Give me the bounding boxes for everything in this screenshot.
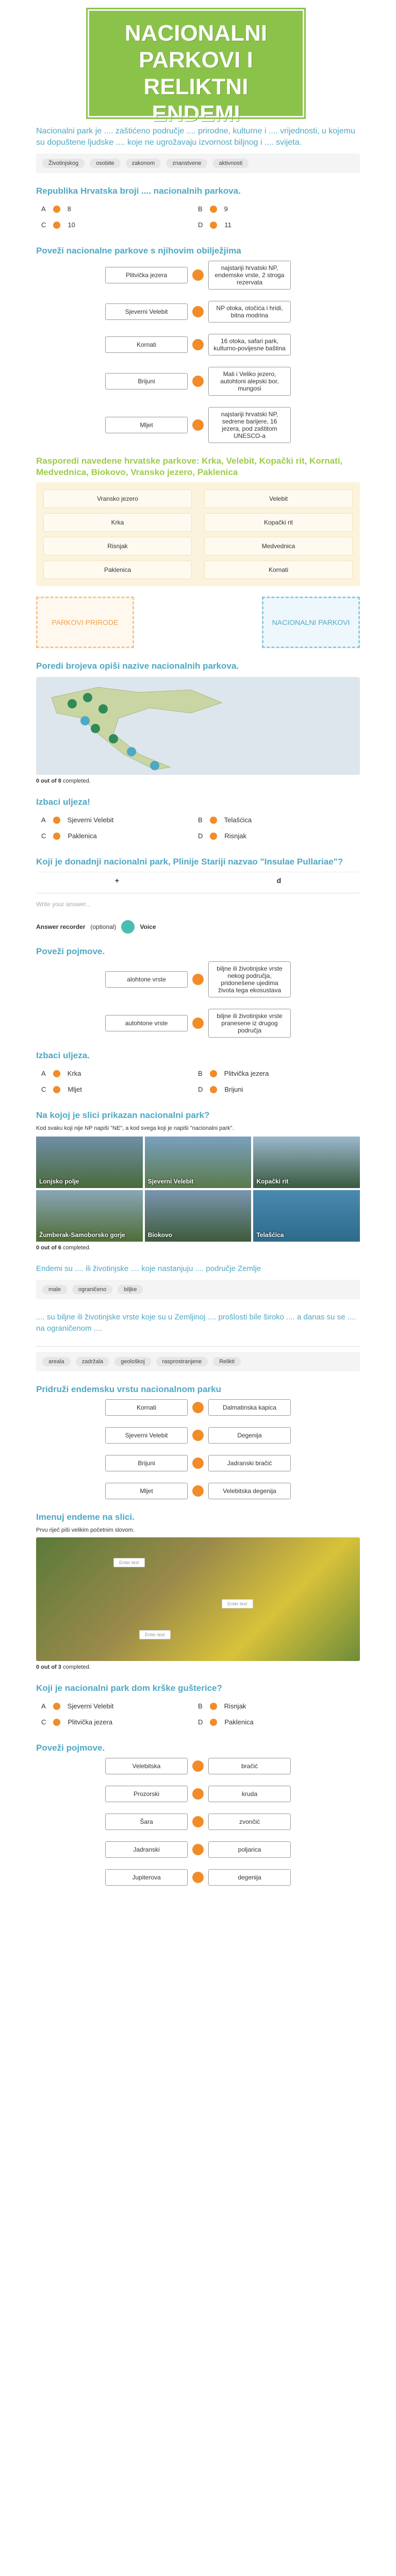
answer-option[interactable] <box>198 1086 355 1093</box>
question-title: Poredi brojeva opiši nazive nacionalnih parkova. <box>36 661 239 671</box>
map-marker[interactable] <box>98 704 108 714</box>
option-value: Plitvička jezera <box>224 1070 269 1077</box>
record-button[interactable] <box>121 920 135 934</box>
match-right[interactable]: bračić <box>208 1758 291 1774</box>
title-line: ENDEMI <box>152 101 240 126</box>
recorder-label: Answer recorder <box>36 923 86 930</box>
region-question <box>36 856 360 934</box>
connector-dot[interactable] <box>192 376 204 387</box>
progress-note <box>36 1245 360 1251</box>
option-letter: C <box>41 1086 46 1093</box>
word-chip[interactable]: zadržala <box>76 1357 110 1366</box>
match-grid <box>36 1758 360 1886</box>
option-letter: C <box>41 832 46 840</box>
connector-dot[interactable] <box>192 339 204 350</box>
word-bank <box>36 1352 360 1371</box>
word-chip[interactable]: male <box>42 1285 67 1294</box>
option-value: Risnjak <box>224 832 247 840</box>
map-graphic <box>36 677 360 775</box>
answer-option[interactable] <box>41 1070 198 1077</box>
word-chip[interactable]: biljke <box>118 1285 143 1294</box>
match-right[interactable]: najstariji hrvatski NP, sedrene barijere, 16 jezera, pod zaštitom UNESCO-a <box>208 407 291 443</box>
answer-options <box>36 1698 360 1730</box>
sort-item[interactable]: Paklenica <box>43 561 192 579</box>
answer-options <box>36 1065 360 1097</box>
word-bank <box>36 1280 360 1299</box>
word-chip[interactable]: Relikti <box>213 1357 241 1366</box>
answer-option[interactable] <box>41 1718 198 1726</box>
photo-grid <box>36 1137 360 1242</box>
match-left[interactable]: alohtone vrste <box>105 971 188 988</box>
option-value: 10 <box>68 221 75 229</box>
image-label-question <box>36 1512 360 1670</box>
answer-options <box>36 201 360 233</box>
radio-dot[interactable] <box>53 833 60 840</box>
sort-buckets <box>36 597 360 648</box>
option-value: Sjeverni Velebit <box>67 816 114 824</box>
match-left[interactable]: Jadranski <box>105 1841 188 1858</box>
connector-dot[interactable] <box>192 1485 204 1497</box>
match-right[interactable]: Jadranski bračić <box>208 1455 291 1471</box>
pair-symbol: d <box>276 876 282 885</box>
progress-count: 0 out of 6 <box>36 1245 61 1251</box>
title-line: RELIKTNI <box>143 74 249 99</box>
count-question <box>36 185 360 233</box>
answer-recorder <box>36 920 360 934</box>
option-letter: B <box>198 1070 203 1077</box>
option-value: Brijuni <box>224 1086 243 1093</box>
radio-dot[interactable] <box>53 817 60 824</box>
pair-symbol: + <box>114 876 119 885</box>
radio-dot[interactable] <box>53 1086 60 1093</box>
word-bank <box>36 154 360 173</box>
connector-dot[interactable] <box>192 1458 204 1469</box>
answer-option[interactable] <box>198 832 355 840</box>
option-value: Plitvička jezera <box>68 1718 113 1726</box>
answer-option[interactable] <box>41 205 198 213</box>
connector-dot[interactable] <box>192 269 204 281</box>
question-title: Imenuj endeme na slici. <box>36 1512 135 1522</box>
radio-dot[interactable] <box>210 1086 217 1093</box>
connector-dot[interactable] <box>192 1788 204 1800</box>
np-question <box>36 1683 360 1730</box>
match-right[interactable]: poljarica <box>208 1841 291 1858</box>
option-letter: B <box>198 1702 203 1710</box>
photo-label: Biokovo <box>147 1231 172 1239</box>
map-marker[interactable] <box>127 747 136 756</box>
radio-dot[interactable] <box>210 833 217 840</box>
option-value: Paklenica <box>68 832 97 840</box>
recorder-optional: (optional) <box>90 923 117 930</box>
photo-label: Žumberak-Samoborsko gorje <box>39 1231 125 1239</box>
map-question <box>36 660 360 784</box>
map-marker[interactable] <box>91 724 100 733</box>
match-left[interactable]: Mljet <box>105 417 188 433</box>
photo-tile[interactable] <box>36 1190 143 1242</box>
match-right[interactable]: zvončić <box>208 1814 291 1830</box>
bucket-national-parks[interactable]: NACIONALNI PARKOVI <box>262 597 360 648</box>
croatia-map <box>36 677 360 775</box>
match-right[interactable]: najstariji hrvatski NP, endemske vrste, 2 stroga rezervata <box>208 261 291 290</box>
match-grid <box>36 1399 360 1499</box>
text-entry-tag[interactable]: Enter text <box>222 1599 253 1608</box>
connector-dot[interactable] <box>192 1816 204 1827</box>
radio-dot[interactable] <box>210 1070 217 1077</box>
map-marker[interactable] <box>80 716 90 725</box>
odd-one-question <box>36 796 360 844</box>
option-letter: D <box>198 1718 203 1726</box>
answer-option[interactable] <box>198 1070 355 1077</box>
option-value: 9 <box>224 205 228 213</box>
progress-suffix: completed. <box>62 1245 91 1251</box>
connector-dot[interactable] <box>192 306 204 317</box>
radio-dot[interactable] <box>53 1703 60 1710</box>
option-value: Telašćica <box>224 816 252 824</box>
match-right[interactable]: degenija <box>208 1869 291 1886</box>
radio-dot[interactable] <box>210 222 217 229</box>
match-right[interactable]: biljne ili životinjske vrste nekog područja, pridonešene ujedima života tega ekosustava <box>208 961 291 997</box>
sort-item[interactable]: Risnjak <box>43 537 192 555</box>
radio-dot[interactable] <box>53 1719 60 1726</box>
map-marker[interactable] <box>150 761 159 770</box>
option-letter: A <box>41 1702 46 1710</box>
question-title: Poveži pojmove. <box>36 1743 105 1753</box>
photo-tile[interactable] <box>145 1190 252 1242</box>
option-letter: D <box>198 221 203 229</box>
answer-options <box>36 812 360 844</box>
text-entry-tag[interactable]: Enter text <box>113 1558 145 1567</box>
option-letter: A <box>41 1070 46 1077</box>
sort-question <box>36 455 360 648</box>
answer-option[interactable] <box>198 1702 355 1710</box>
match-right[interactable]: Dalmatinska kapica <box>208 1399 291 1416</box>
map-marker[interactable] <box>109 734 118 743</box>
match-left[interactable]: Prozorski <box>105 1786 188 1802</box>
match-right[interactable]: kruda <box>208 1786 291 1802</box>
option-value: Sjeverni Velebit <box>67 1702 114 1710</box>
title-line: PARKOVI I <box>139 47 253 73</box>
map-marker[interactable] <box>83 693 92 702</box>
question-title: Pridruži endemsku vrstu nacionalnom parku <box>36 1384 221 1394</box>
photo-label: Telašćica <box>256 1231 284 1239</box>
word-chip[interactable]: aktivnosti <box>212 159 249 168</box>
match-left[interactable]: Jupiterova <box>105 1869 188 1886</box>
radio-dot[interactable] <box>210 1719 217 1726</box>
match-right[interactable]: biljne ili životinjske vrste pranesene iz drugog područja <box>208 1009 291 1038</box>
photo-label: Kopački rit <box>256 1178 289 1185</box>
map-marker[interactable] <box>68 699 77 708</box>
photo-tile[interactable] <box>253 1137 360 1188</box>
match-grid <box>36 261 360 443</box>
sort-item[interactable]: Vransko jezero <box>43 489 192 508</box>
match-right[interactable]: 16 otoka, safari park, kulturno-povijesne baština <box>208 334 291 355</box>
radio-dot[interactable] <box>53 222 60 229</box>
worksheet <box>0 126 396 1886</box>
question-title: Koji je donadnji nacionalni park, Plinije Stariji nazvao "Insulae Pullariae"? <box>36 857 343 867</box>
question-title: Rasporedi navedene hrvatske parkove: Krka, Velebit, Kopački rit, Kornati, Medvednica, Biokovo, Vransko jezero, Paklenica <box>36 456 343 477</box>
question-title: .... su biljne ili životinjske vrste koje su u Zemljinoj .... prošlosti bile široko .... a danas su se .... na ograničenom .... <box>36 1313 356 1333</box>
radio-dot[interactable] <box>53 1070 60 1077</box>
answer-option[interactable] <box>198 816 355 824</box>
match-left[interactable]: Plitvička jezera <box>105 267 188 283</box>
question-hint: Kod svaku koji nije NP napiši "NE", a kod svega koji je napiši "nacionalni park". <box>36 1125 234 1131</box>
match-left[interactable]: Velebitska <box>105 1758 188 1774</box>
word-chip[interactable]: osobite <box>90 159 120 168</box>
option-value: 11 <box>224 221 232 229</box>
photo-tile[interactable] <box>253 1190 360 1242</box>
word-chip[interactable]: geološkoj <box>114 1357 151 1366</box>
question-title: Republika Hrvatska broji .... nacionalnih parkova. <box>36 186 241 196</box>
radio-dot[interactable] <box>53 206 60 213</box>
connector-dot[interactable] <box>192 419 204 431</box>
progress-note <box>36 778 360 784</box>
match-left[interactable]: Brijuni <box>105 1455 188 1471</box>
progress-note <box>36 1664 360 1670</box>
word-chip[interactable]: ograničeno <box>72 1285 112 1294</box>
word-chip[interactable]: rasprostranjene <box>156 1357 208 1366</box>
header-band <box>0 0 396 126</box>
photo-tile[interactable] <box>145 1137 252 1188</box>
answer-option[interactable] <box>198 221 355 229</box>
match-right[interactable]: Degenija <box>208 1427 291 1444</box>
option-value: Mljet <box>68 1086 82 1093</box>
connector-dot[interactable] <box>192 1402 204 1413</box>
option-value: Risnjak <box>224 1702 246 1710</box>
endem-image <box>36 1537 360 1661</box>
question-title: Koji je nacionalni park dom krške gušterice? <box>36 1683 222 1693</box>
radio-dot[interactable] <box>210 817 217 824</box>
connector-dot[interactable] <box>192 1430 204 1441</box>
match-right[interactable]: Velebitska degenija <box>208 1483 291 1499</box>
photo-question <box>36 1110 360 1251</box>
sort-items <box>36 482 360 586</box>
connector-dot[interactable] <box>192 1018 204 1029</box>
radio-dot[interactable] <box>210 206 217 213</box>
terms-question <box>36 946 360 1038</box>
park-match-question <box>36 245 360 443</box>
endem-match-question <box>36 1384 360 1499</box>
final-match-question <box>36 1742 360 1886</box>
pair-header <box>36 872 360 889</box>
word-chip[interactable]: zakonom <box>126 159 161 168</box>
intro-section <box>36 126 360 173</box>
connector-dot[interactable] <box>192 974 204 985</box>
option-value: 8 <box>67 205 71 213</box>
answer-option[interactable] <box>41 221 198 229</box>
progress-count: 0 out of 3 <box>36 1664 61 1670</box>
sort-item[interactable]: Kornati <box>204 561 353 579</box>
match-grid <box>36 961 360 1038</box>
title-line: NACIONALNI <box>124 21 268 46</box>
question-title: Izbaci uljeza. <box>36 1050 90 1060</box>
answer-option[interactable] <box>198 1718 355 1726</box>
progress-suffix: completed. <box>62 1664 91 1670</box>
progress-count: 0 out of 8 <box>36 778 61 784</box>
progress-suffix: completed. <box>62 778 91 784</box>
answer-option[interactable] <box>41 816 198 824</box>
sort-item[interactable]: Velebit <box>204 489 353 508</box>
photo-tile[interactable] <box>36 1137 143 1188</box>
word-chip[interactable]: znanstvene <box>166 159 207 168</box>
intro-text: Nacionalni park je .... zaštićeno područje .... prirodne, kulturne i .... vrijednosti, u kojemu su dopuštene ljudske .... koje ne ugrožavaju izvornost biljnog i .... svijeta. <box>36 127 355 147</box>
answer-line[interactable] <box>36 1336 360 1347</box>
match-left[interactable]: Brijuni <box>105 373 188 389</box>
word-chip[interactable]: areala <box>42 1357 71 1366</box>
question-title: Izbaci uljeza! <box>36 797 90 807</box>
sort-item[interactable]: Kopački rit <box>204 513 353 532</box>
answer-option[interactable] <box>41 1086 198 1093</box>
connector-dot[interactable] <box>192 1872 204 1883</box>
relikt-question <box>36 1312 360 1371</box>
option-letter: B <box>198 205 203 213</box>
endem-question <box>36 1263 360 1299</box>
sort-item[interactable]: Medvednica <box>204 537 353 555</box>
odd-one-question-2 <box>36 1050 360 1097</box>
match-left[interactable]: Šara <box>105 1814 188 1830</box>
question-title: Na kojoj je slici prikazan nacionalni park? <box>36 1110 210 1120</box>
answer-option[interactable] <box>41 1702 198 1710</box>
word-chip[interactable]: Životinjskog <box>42 159 85 168</box>
question-title: Endemi su .... ili životinjske .... koje nastanjuju .... područje Zemlje <box>36 1264 261 1273</box>
match-left[interactable]: autohtone vrste <box>105 1015 188 1031</box>
land-shape <box>52 687 222 770</box>
option-letter: C <box>41 1718 46 1726</box>
option-letter: A <box>41 816 46 824</box>
answer-option[interactable] <box>198 205 355 213</box>
match-right[interactable]: Mali i Veliko jezero, autohtoni alepski bor, mungosi <box>208 367 291 396</box>
connector-dot[interactable] <box>192 1760 204 1772</box>
option-letter: A <box>41 205 46 213</box>
radio-dot[interactable] <box>210 1703 217 1710</box>
bucket-nature-parks[interactable]: PARKOVI PRIRODE <box>36 597 134 648</box>
answer-option[interactable] <box>41 832 198 840</box>
option-value: Paklenica <box>224 1718 254 1726</box>
recorder-voice: Voice <box>140 923 156 930</box>
sort-item[interactable]: Krka <box>43 513 192 532</box>
photo-label: Lonjsko polje <box>39 1178 79 1185</box>
question-title: Poveži nacionalne parkove s njihovim obilježjima <box>36 246 241 256</box>
match-left[interactable]: Kornati <box>105 1399 188 1416</box>
page-title <box>88 9 304 126</box>
option-letter: C <box>41 221 46 229</box>
option-letter: D <box>198 1086 203 1093</box>
text-entry-tag[interactable]: Enter text <box>139 1630 171 1639</box>
match-left[interactable]: Kornati <box>105 336 188 353</box>
option-letter: B <box>198 816 203 824</box>
option-letter: D <box>198 832 203 840</box>
photo-label: Sjeverni Velebit <box>147 1178 194 1185</box>
answer-input[interactable]: Write your answer... <box>36 893 360 915</box>
match-left[interactable]: Mljet <box>105 1483 188 1499</box>
match-left[interactable]: Sjeverni Velebit <box>105 1427 188 1444</box>
match-right[interactable]: NP otoka, otočića i hridi, bitna modrina <box>208 301 291 323</box>
question-title: Poveži pojmove. <box>36 946 105 956</box>
question-hint: Prvu riječ piši velikim početnim slovom. <box>36 1527 135 1533</box>
connector-dot[interactable] <box>192 1844 204 1855</box>
match-left[interactable]: Sjeverni Velebit <box>105 303 188 320</box>
option-value: Krka <box>67 1070 81 1077</box>
